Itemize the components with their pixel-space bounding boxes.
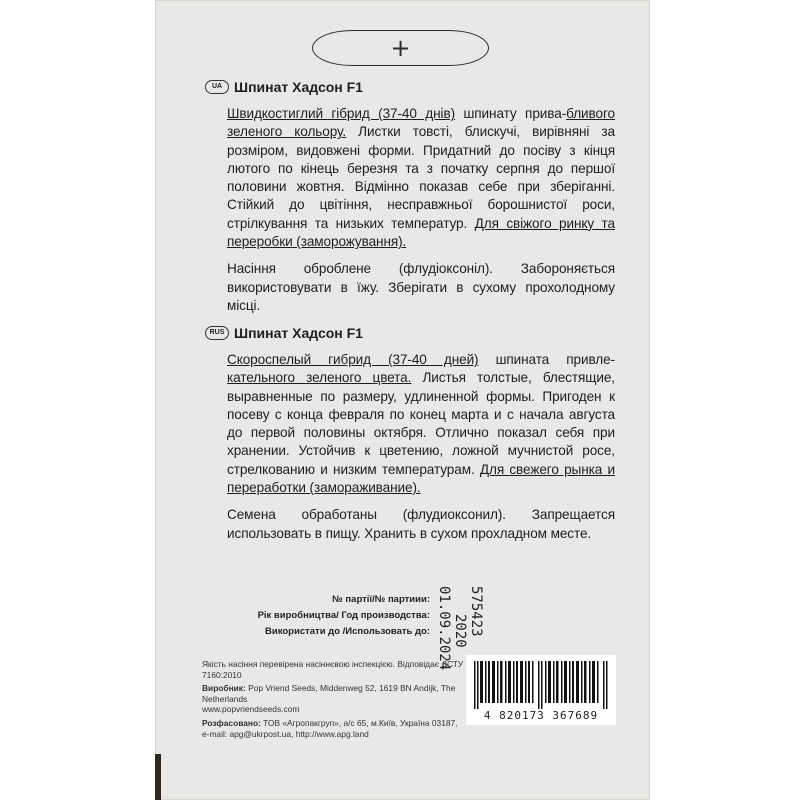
batch-number-label: № партії/№ партиии:: [332, 594, 430, 605]
producer-website: www.popvriendseeds.com: [202, 704, 300, 715]
ua-desc-underlined-2: бливого зеленого кольору.: [227, 106, 615, 140]
quality-statement: Якість насіння перевірена насіннєвою інспекцією. Відповідає ДСТУ 7160:2010: [202, 659, 464, 680]
producer-info: [202, 683, 467, 715]
ru-desc-2: Листья толстые, блестящие, выравненные по размеру, удлиненной формы. Пригоден к посеву с конца февраля по конец марта и с начала августа до первой половины октября. Отлично показал себя при хранении. Устойчив к цветению, ложной мучнистой росе, стрелкованию и низким температурам.: [227, 370, 615, 477]
producer-address: Pop Vriend Seeds, Middenweg 52, 1619 BN Andijk, The Netherlands: [202, 683, 456, 704]
packer-contact: e-mail: apg@ukrpost.ua, http://www.apg.land: [202, 728, 369, 739]
ua-language-badge: UA: [205, 80, 229, 94]
ua-title: Шпинат Хадсон F1: [234, 79, 363, 95]
ru-desc-underlined-1: Скороспелый гибрид (37-40 дней): [227, 352, 479, 367]
ua-heading: [205, 78, 615, 96]
ua-desc-2: Листки товсті, блискучі, вирівняні за розміром, видовжені форми. Придатний до посіву з кінця лютого по кінець березня та з початку серпня до першої половини жовтня. Відмінно показав себе при зберіганні. Стійкий до цвітіння, несправжньої борошнистої роси, стрілкування та низьких температур.: [227, 124, 615, 231]
packer-label: Розфасовано:: [202, 717, 261, 728]
ru-storage-note: Семена обработаны (флудиоксонил). Запрещается использовать в пищу. Хранить в сухом прохладном месте.: [227, 507, 615, 541]
ru-description: [205, 351, 615, 497]
ru-desc-underlined-2: кательного зеленого цвета.: [227, 370, 412, 386]
barcode-digits: 4 820173 367689: [483, 709, 599, 722]
production-year-label: Рік виробництва/ Год производства:: [257, 610, 430, 621]
ru-desc-1: шпината привле-: [478, 352, 615, 367]
packer-info: [202, 718, 467, 739]
use-by-value: 01.09.2024: [436, 586, 452, 671]
producer-label: Виробник:: [202, 683, 246, 694]
barcode-bars: [474, 661, 608, 709]
batch-fields: [230, 594, 430, 642]
batch-number-value: 575423: [468, 586, 484, 637]
use-by-label: Використати до /Использовать до:: [265, 626, 430, 637]
ua-description: [205, 105, 615, 251]
ua-desc-underlined-3: Для свіжого ринку та переробки (заморожування).: [227, 215, 615, 250]
production-year-value: 2020: [452, 614, 468, 648]
plus-icon: +: [390, 34, 411, 62]
ua-desc-underlined-1: Швидкостиглий гібрид (37-40 днів): [227, 106, 456, 121]
packer-address: ТОВ «Агропакгруп», а/с 65, м.Київ, Україна 03187,: [260, 717, 458, 728]
ru-heading: [205, 324, 615, 342]
ru-language-badge: RUS: [205, 326, 229, 340]
barcode: [466, 655, 616, 725]
section-ukrainian: [205, 78, 615, 315]
packet-seal-window: [312, 30, 489, 66]
ua-storage-note: Насіння оброблене (флудіоксоніл). Забороняється використовувати в їжу. Зберігати в сухому прохолодному місці.: [227, 261, 615, 313]
packet-dark-edge: [155, 754, 161, 800]
section-russian: [205, 324, 615, 543]
small-print: [202, 659, 467, 742]
ua-desc-1: шпинату прива-: [455, 106, 567, 121]
ru-desc-underlined-3: Для свежего рынка и переработки (замораживание).: [227, 461, 615, 496]
ru-title: Шпинат Хадсон F1: [234, 325, 363, 341]
